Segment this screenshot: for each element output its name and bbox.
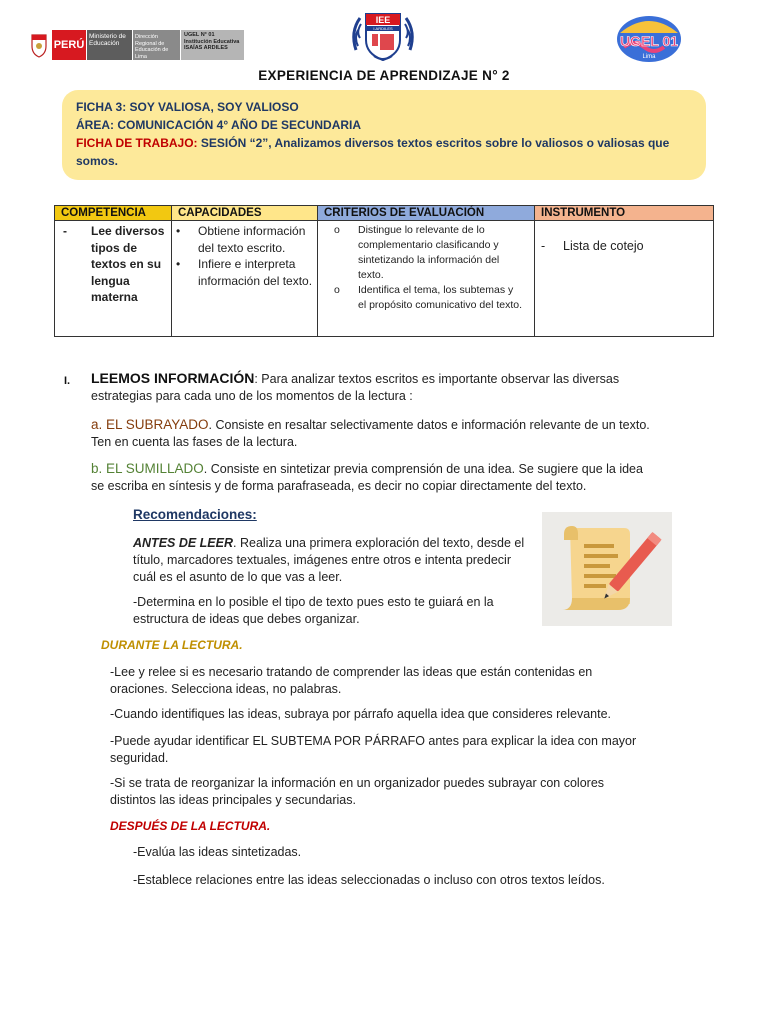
section-leemos <box>91 370 651 405</box>
section-numeral: I. <box>64 375 71 387</box>
durante-item-3: -Puede ayudar identificar EL SUBTEMA POR PÁRRAFO antes para explicar la idea con mayor seguridad. <box>110 734 637 765</box>
ficha-label: FICHA 3: SOY VALIOSA, SOY VALIOSO <box>76 100 299 114</box>
header-criterios: CRITERIOS DE EVALUACIÓN <box>318 206 535 221</box>
sumillado-text: . Consiste en sintetizar previa comprensión de una idea. Se sugiere que la idea se escriba en síntesis y de forma parafraseada, es decir no copiar directamente del texto. <box>91 462 643 493</box>
table-header-row <box>55 206 714 221</box>
circle-bullet-icon: o <box>334 284 340 296</box>
ugel-line-3: ISAÍAS ARDILES <box>184 45 228 51</box>
ficha-trabajo-label: FICHA DE TRABAJO: <box>76 136 198 150</box>
regional-label: Dirección Regional de Educación de Lima <box>132 30 180 60</box>
table-row <box>55 221 714 337</box>
iee-logo-text: IEE <box>375 15 391 25</box>
document-title: EXPERIENCIA DE APRENDIZAJE N° 2 <box>258 68 510 83</box>
antes-paragraph-2: -Determina en lo posible el tipo de texto pues esto te guiará en la estructura de ideas que debes organizar. <box>133 595 494 626</box>
subrayado-text: . Consiste en resaltar selectivamente datos e información relevante de un texto. Ten en cuenta las fases de la lectura. <box>91 418 650 449</box>
competencia-bullet: - <box>63 224 67 238</box>
circle-bullet-icon: o <box>334 224 340 236</box>
competencia-cell <box>55 221 172 337</box>
ficha-trabajo-text: SESIÓN “2”, Analizamos diversos textos escritos sobre lo valiosos o valiosas que somos. <box>76 136 670 168</box>
competencias-table <box>54 205 714 337</box>
bullet-icon: • <box>176 257 181 271</box>
peru-label: PERÚ <box>52 30 86 60</box>
section-intro: : Para analizar textos escritos es importante observar las diversas estrategias para cada uno de los momentos de la lectura : <box>91 372 620 403</box>
durante-title: DURANTE LA LECTURA. <box>101 638 243 652</box>
ficha-trabajo-line <box>76 134 692 170</box>
subrayado-label: a. EL SUBRAYADO <box>91 417 209 432</box>
list-item: • Infiere e interpreta información del texto. <box>176 257 313 288</box>
despues-item-2: -Establece relaciones entre las ideas seleccionadas o incluso con otros textos leídos. <box>133 873 605 887</box>
scroll-pencil-image <box>542 512 672 626</box>
ugel-school-label <box>180 30 244 60</box>
durante-item-4: -Si se trata de reorganizar la información en un organizador puedes subrayar con colores distintos las ideas principales y secundarias. <box>110 776 605 807</box>
despues-title: DESPUÉS DE LA LECTURA. <box>110 819 271 833</box>
section-title: LEEMOS INFORMACIÓN <box>91 370 255 386</box>
ugel-line-2: Institución Educativa <box>184 38 240 45</box>
antes-text: . Realiza una primera exploración del texto, desde el título, marcadores textuales, imágenes entre otros e intenta predecir cuál es el asunto de lo que vas a leer. <box>133 536 525 584</box>
iee-logo-sub: I.ARDILES <box>373 26 393 31</box>
despues-item-1: -Evalúa las ideas sintetizadas. <box>133 845 302 859</box>
durante-item-1: -Lee y relee si es necesario tratando de comprender las ideas que están contenidas en oraciones. Selecciona ideas, no palabras. <box>110 665 593 696</box>
recomendaciones-title: Recomendaciones: <box>133 507 257 522</box>
bullet-icon: • <box>176 224 181 238</box>
peru-ministry-logo <box>28 30 244 60</box>
header-capacidades: CAPACIDADES <box>172 206 318 221</box>
ugel-line-1: UGEL N° 01 <box>184 32 215 38</box>
sumillado-paragraph <box>91 460 655 495</box>
ugel-01-logo <box>614 13 684 65</box>
peru-shield-icon <box>28 30 50 60</box>
durante-item-2: -Cuando identifiques las ideas, subraya por párrafo aquella idea que consideres relevante. <box>110 707 612 721</box>
criterios-cell <box>318 221 535 337</box>
subrayado-paragraph <box>91 416 655 451</box>
capacidades-cell <box>172 221 318 337</box>
list-item: o Identifica el tema, los subtemas y el propósito comunicativo del texto. <box>322 283 530 313</box>
list-item: • Obtiene información del texto escrito. <box>176 224 306 255</box>
antes-label: ANTES DE LEER <box>133 536 234 550</box>
iee-school-logo <box>348 10 418 62</box>
antes-paragraph <box>133 535 533 586</box>
area-label: ÁREA: COMUNICACIÓN 4° AÑO DE SECUNDARIA <box>76 118 362 132</box>
sumillado-label: b. EL SUMILLADO <box>91 461 204 476</box>
list-item: o Distingue lo relevante de lo complementario clasificando y sintetizando la información del texto. <box>322 223 530 283</box>
header-competencia: COMPETENCIA <box>55 206 172 221</box>
ficha-info-box <box>62 90 706 180</box>
header-instrumento: INSTRUMENTO <box>535 206 714 221</box>
instrumento-bullet: - <box>541 239 546 253</box>
ugel-logo-sub: Lima <box>642 54 656 60</box>
ugel-logo-text: UGEL 01 <box>619 33 679 49</box>
ministry-label: Ministerio de Educación <box>86 30 132 60</box>
instrumento-text: Lista de cotejo <box>563 239 644 253</box>
competencia-text: Lee diversos tipos de textos en su lengua materna <box>91 224 165 304</box>
instrumento-cell <box>535 221 714 337</box>
